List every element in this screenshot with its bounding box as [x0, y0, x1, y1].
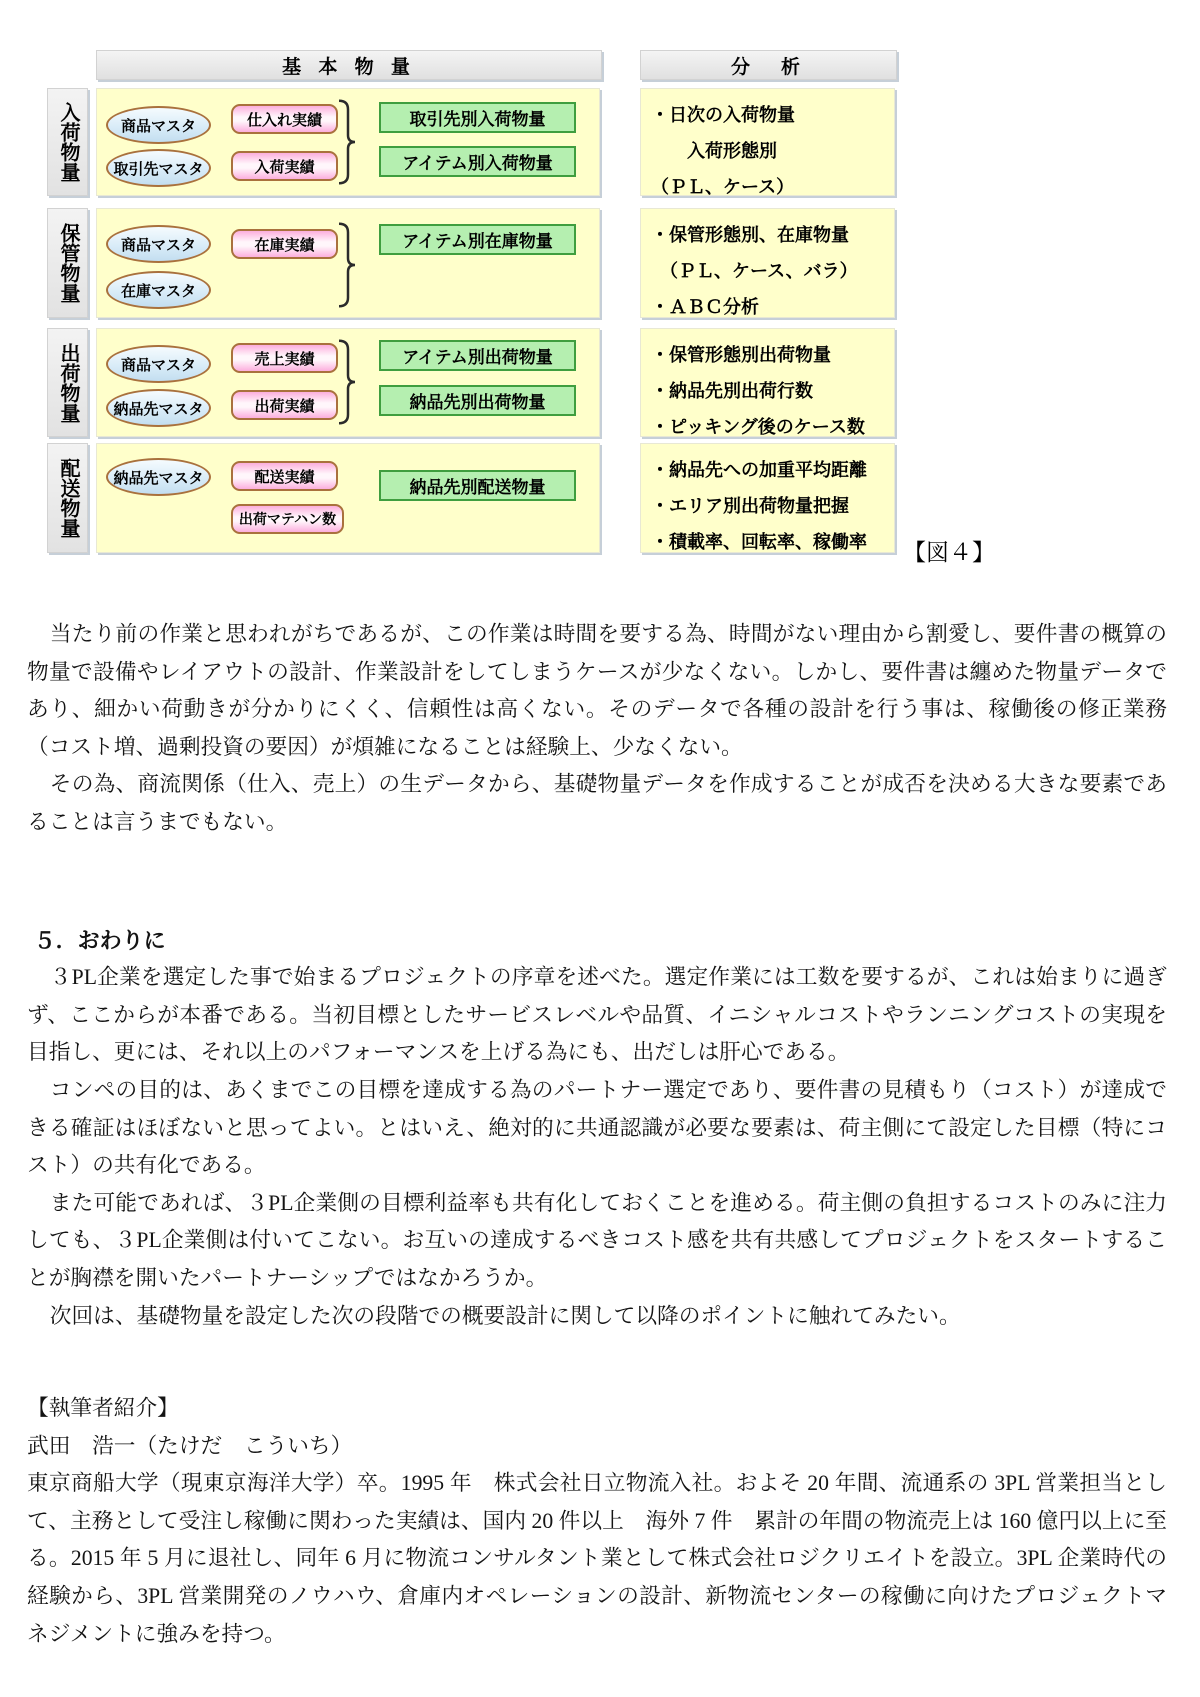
- basic-panel-delivery: [96, 443, 600, 553]
- analysis-panel-delivery: [640, 443, 895, 553]
- output-node: アイテム別出荷物量: [379, 340, 576, 371]
- analysis-item: ・保管形態別、在庫物量: [651, 225, 849, 245]
- figure-row-inbound: [0, 88, 1200, 196]
- analysis-item: ・積載率、回転率、稼働率: [651, 532, 867, 552]
- paragraph: その為、商流関係（仕入、売上）の生データから、基礎物量データを作成することが成否を決める大きな要素であることは言うまでもない。: [27, 772, 1167, 834]
- paragraph: また可能であれば、３PL企業側の目標利益率も共有化しておくことを進める。荷主側の負担するコストのみに注力しても、３PL企業側は付いてこない。お互いの達成するべきコスト感を共有共感してプロジェクトをスタートすることが胸襟を開いたパートナーシップではなかろうか。: [27, 1190, 1167, 1290]
- master-node: 在庫マスタ: [106, 271, 211, 309]
- actual-node: 売上実績: [231, 343, 338, 373]
- output-node: 納品先別配送物量: [379, 470, 576, 501]
- row-label-inbound: 入荷物量: [47, 88, 88, 196]
- master-node: 納品先マスタ: [106, 389, 211, 427]
- paragraph: 当たり前の作業と思われがちであるが、この作業は時間を要する為、時間がない理由から割愛し、要件書の概算の物量で設備やレイアウトの設計、作業設計をしてしまうケースが少なくない。しかし、要件書は纏めた物量データであり、細かい荷動きが分かりにくく、信頼性は高くない。そのデータで各種の設計を行う事は、稼働後の修正業務（コスト増、過剰投資の要因）が煩雑になることは経験上、少なくない。: [27, 622, 1167, 759]
- output-node: 取引先別入荷物量: [379, 102, 576, 133]
- analysis-item: ・保管形態別出荷物量: [651, 345, 831, 365]
- actual-node: 出荷マテハン数: [231, 504, 344, 534]
- author-bio: [27, 1390, 1167, 1653]
- section-heading: ５．おわりに: [33, 927, 166, 953]
- figure-header-basic-volume: 基 本 物 量: [96, 50, 602, 80]
- bio-text: 東京商船大学（現東京海洋大学）卒。1995 年 株式会社日立物流入社。およそ 20 年間、流通系の 3PL 営業担当として、主務として受注し稼働に関わった実績は、国内 20 件以上 海外 7 件 累計の年間の物流売上は 160 億円以上に至る。2015 年 5 月に退社し、同年 6 月に物流コンサルタント業として株式会社ロジクリエイトを設立。3PL 企業時代の経験から、3PL 営業開発のノウハウ、倉庫内オペレーションの設計、新物流センターの稼働に向けたプロジェクトマネジメントに強みを持つ。: [27, 1471, 1167, 1646]
- analysis-panel-shipping: [640, 328, 895, 437]
- curly-brace-icon: [337, 339, 357, 425]
- paragraph: ３PL企業を選定した事で始まるプロジェクトの序章を述べた。選定作業には工数を要するが、これは始まりに過ぎず、ここからが本番である。当初目標としたサービスレベルや品質、イニシャルコストやランニングコストの実現を目指し、更には、それ以上のパフォーマンスを上げる為にも、出だしは肝心である。: [27, 965, 1167, 1065]
- analysis-item: ・エリア別出荷物量把握: [651, 496, 849, 516]
- analysis-item: ・納品先別出荷行数: [651, 381, 813, 401]
- row-label-storage: 保管物量: [47, 208, 88, 318]
- analysis-item: ・納品先への加重平均距離: [651, 460, 867, 480]
- figure-header-analysis: 分 析: [640, 50, 897, 80]
- output-node: アイテム別入荷物量: [379, 146, 576, 177]
- paragraph: コンペの目的は、あくまでこの目標を達成する為のパートナー選定であり、要件書の見積もり（コスト）が達成できる確証はほぼないと思ってよい。とはいえ、絶対的に共通認識が必要な要素は、荷主側にて設定した目標（特にコスト）の共有化である。: [27, 1077, 1167, 1178]
- basic-panel-shipping: [96, 328, 600, 437]
- analysis-item: ・ＡＢＣ分析: [651, 297, 759, 317]
- analysis-panel-storage: [640, 208, 895, 318]
- figure-row-storage: [0, 208, 1200, 318]
- master-node: 商品マスタ: [106, 225, 211, 263]
- figure-4: [0, 0, 1200, 570]
- figure-row-delivery: [0, 443, 1200, 553]
- master-node: 取引先マスタ: [106, 149, 211, 187]
- bio-author-name: 武田 浩一（たけだ こういち）: [27, 1433, 353, 1458]
- output-node: アイテム別在庫物量: [379, 224, 576, 255]
- actual-node: 仕入れ実績: [231, 104, 338, 134]
- curly-brace-icon: [337, 222, 357, 308]
- actual-node: 出荷実績: [231, 390, 338, 420]
- master-node: 納品先マスタ: [106, 458, 211, 496]
- analysis-panel-inbound: [640, 88, 895, 196]
- analysis-item: ・ピッキング後のケース数: [651, 417, 865, 437]
- basic-panel-storage: [96, 208, 600, 318]
- bio-title: 【執筆者紹介】: [27, 1396, 179, 1421]
- curly-brace-icon: [337, 99, 357, 185]
- master-node: 商品マスタ: [106, 345, 211, 383]
- master-node: 商品マスタ: [106, 106, 211, 144]
- actual-node: 在庫実績: [231, 229, 338, 259]
- analysis-item: 入荷形態別: [651, 141, 777, 161]
- output-node: 納品先別出荷物量: [379, 385, 576, 416]
- article-body: [27, 616, 1167, 1653]
- figure-caption: 【図４】: [903, 540, 995, 565]
- row-label-shipping: 出荷物量: [47, 328, 88, 437]
- actual-node: 入荷実績: [231, 151, 338, 181]
- figure-row-shipping: [0, 328, 1200, 437]
- actual-node: 配送実績: [231, 461, 338, 491]
- row-label-delivery: 配送物量: [47, 443, 88, 553]
- analysis-item: （ＰＬ、ケース、バラ）: [651, 261, 858, 281]
- basic-panel-inbound: [96, 88, 600, 196]
- analysis-item: （ＰＬ、ケース）: [651, 177, 795, 197]
- paragraph: 次回は、基礎物量を設定した次の段階での概要設計に関して以降のポイントに触れてみたい。: [49, 1303, 961, 1328]
- analysis-item: ・日次の入荷物量: [651, 105, 795, 125]
